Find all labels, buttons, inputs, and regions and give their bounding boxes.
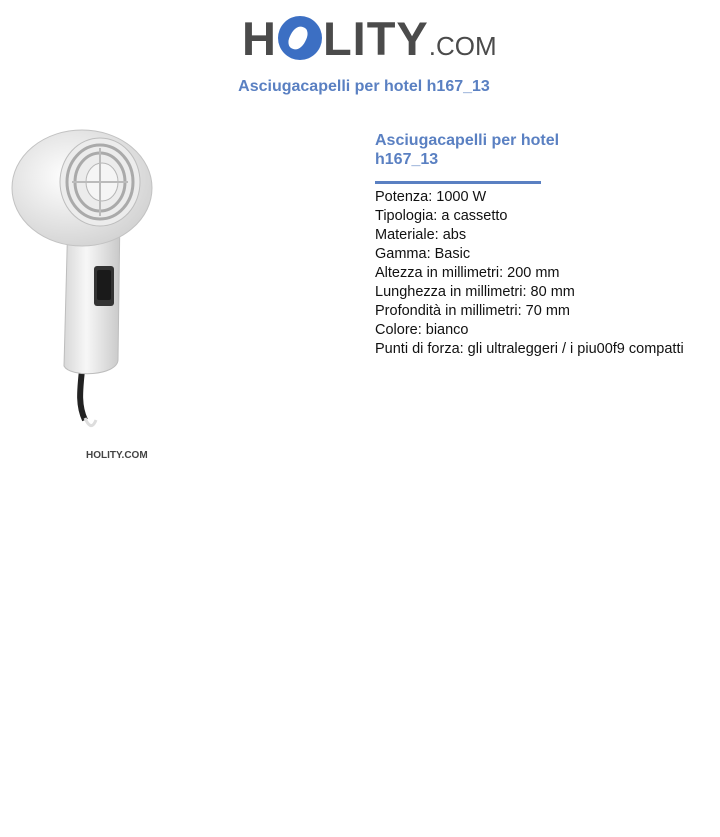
spec-item: Colore: bianco — [375, 322, 469, 338]
spec-item: Gamma: Basic — [375, 246, 471, 262]
spec-item: Altezza in millimetri: 200 mm — [375, 265, 560, 281]
logo-text-com: .COM — [428, 31, 497, 61]
spec-item: Punti di forza: gli ultraleggeri / i piu00f9 compatti — [375, 341, 684, 357]
spec-item: Tipologia: a cassetto — [375, 208, 508, 224]
product-title: Asciugacapelli per hotel h167_13 — [375, 132, 560, 168]
holity-logo[interactable] — [242, 10, 497, 68]
logo-ring-icon — [278, 16, 322, 60]
logo-text-h: H — [242, 12, 277, 65]
spec-item: Materiale: abs — [375, 227, 467, 243]
spec-item: Profondità in millimetri: 70 mm — [375, 303, 570, 319]
hair-dryer-image — [0, 120, 200, 470]
spec-item: Potenza: 1000 W — [375, 189, 487, 205]
spec-list — [375, 188, 715, 359]
spec-item: Lunghezza in millimetri: 80 mm — [375, 284, 575, 300]
title-divider — [375, 181, 541, 184]
page-title: Asciugacapelli per hotel h167_13 — [238, 78, 490, 95]
logo-text-lity: LITY — [322, 12, 429, 65]
image-watermark: HOLITY.COM — [86, 450, 148, 461]
product-info — [375, 131, 715, 359]
